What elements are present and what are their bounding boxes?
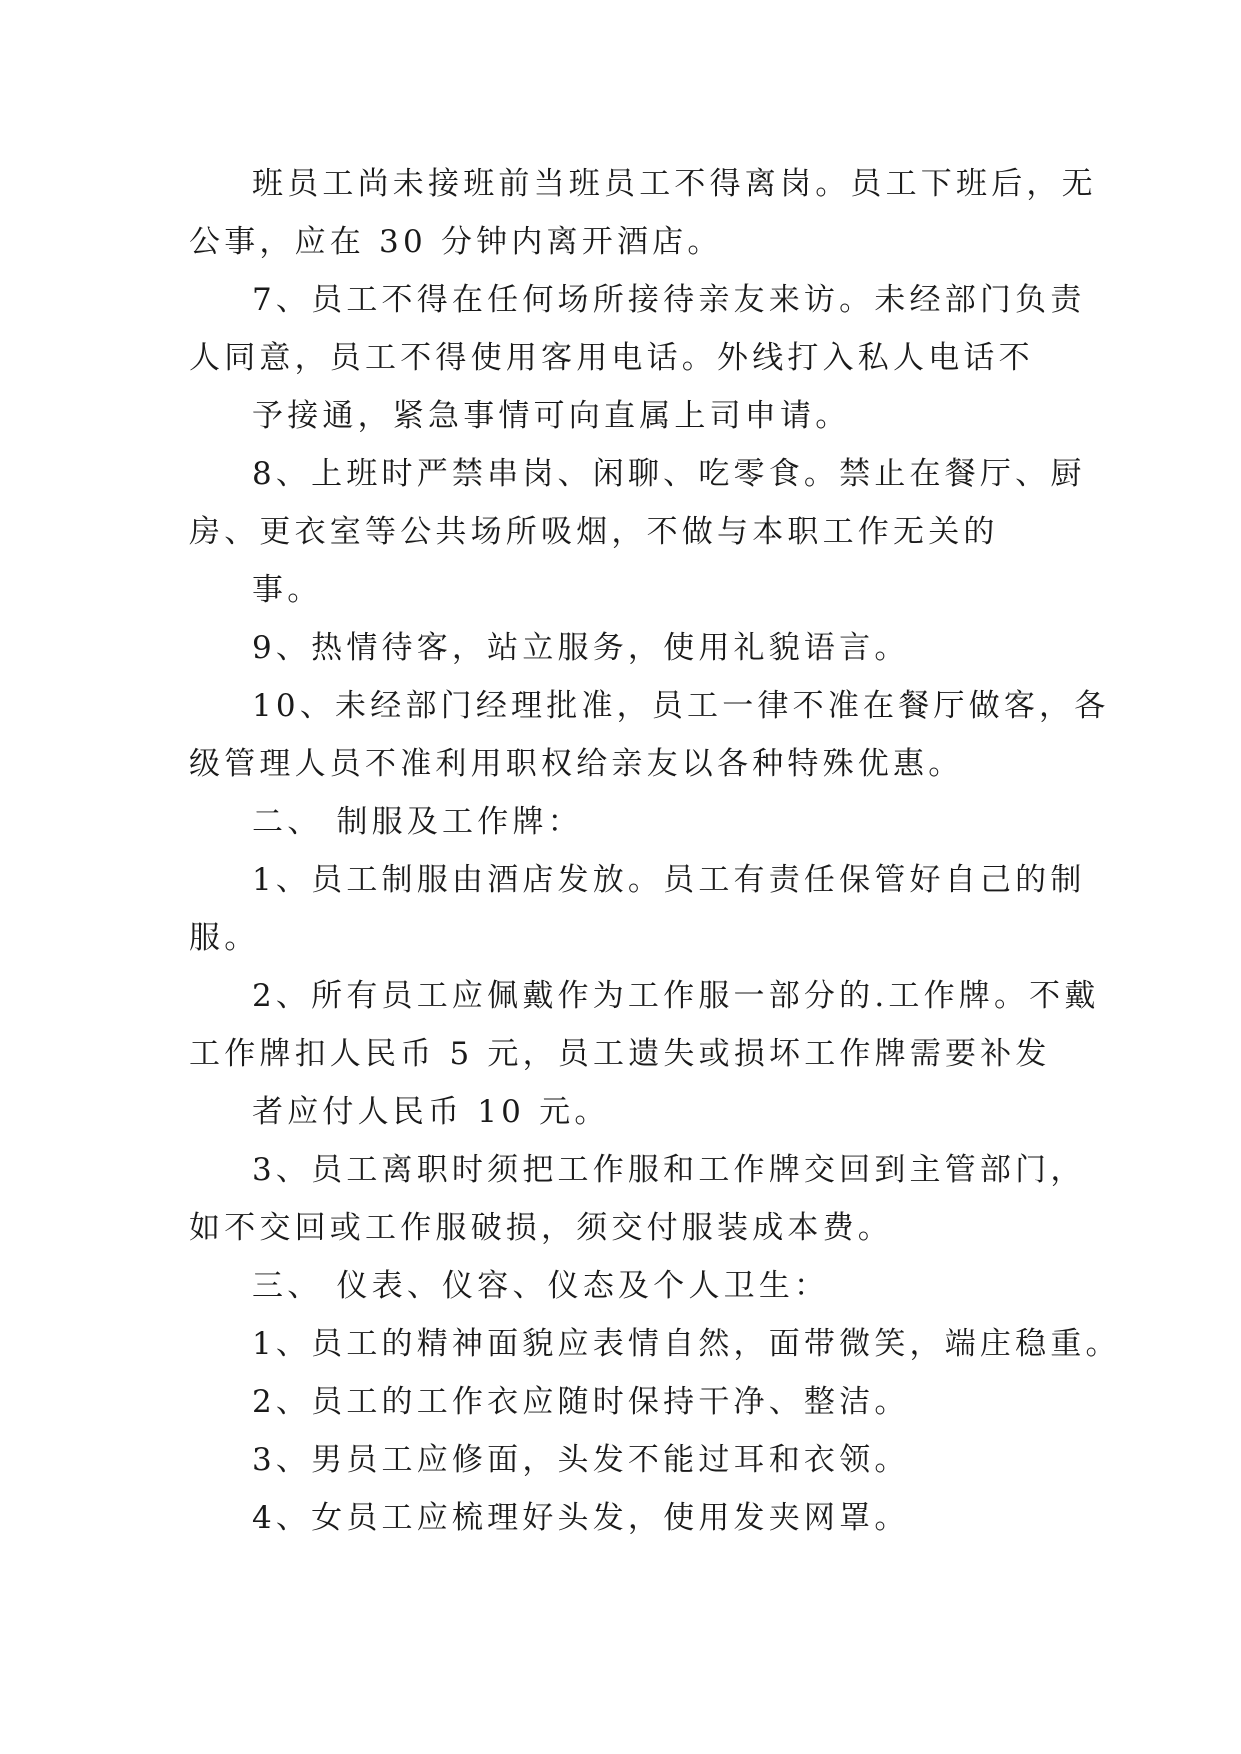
section-heading: 二、 制服及工作牌： xyxy=(252,804,583,840)
text-line: 级管理人员不准利用职权给亲友以各种特殊优惠。 xyxy=(189,746,964,782)
text-line: 房、更衣室等公共场所吸烟，不做与本职工作无关的 xyxy=(189,514,999,550)
text-line: 7、员工不得在任何场所接待亲友来访。未经部门负责 xyxy=(252,282,1086,318)
section-heading: 三、 仪表、仪容、仪态及个人卫生： xyxy=(252,1268,830,1304)
text-line: 2、员工的工作衣应随时保持干净、整洁。 xyxy=(252,1384,910,1420)
text-line: 人同意，员工不得使用客用电话。外线打入私人电话不 xyxy=(189,340,1034,376)
text-line: 2、所有员工应佩戴作为工作服一部分的.工作牌。不戴 xyxy=(252,978,1100,1014)
text-line: 1、员工的精神面貌应表情自然，面带微笑，端庄稳重。 xyxy=(252,1326,1121,1362)
text-line: 服。 xyxy=(189,920,260,956)
text-line: 公事，应在 30 分钟内离开酒店。 xyxy=(189,224,723,260)
text-line: 3、男员工应修面，头发不能过耳和衣领。 xyxy=(252,1442,910,1478)
text-line: 9、热情待客，站立服务，使用礼貌语言。 xyxy=(252,630,910,666)
text-line: 4、女员工应梳理好头发，使用发夹网罩。 xyxy=(252,1500,910,1536)
text-line: 1、员工制服由酒店发放。员工有责任保管好自己的制 xyxy=(252,862,1086,898)
text-line: 10、未经部门经理批准，员工一律不准在餐厅做客，各 xyxy=(252,688,1110,724)
text-line: 8、上班时严禁串岗、闲聊、吃零食。禁止在餐厅、厨 xyxy=(252,456,1086,492)
text-line: 者应付人民币 10 元。 xyxy=(252,1094,610,1130)
text-line: 予接通，紧急事情可向直属上司申请。 xyxy=(252,398,851,434)
text-line: 事。 xyxy=(252,572,323,608)
text-line: 3、员工离职时须把工作服和工作牌交回到主管部门， xyxy=(252,1152,1086,1188)
text-line: 如不交回或工作服破损，须交付服装成本费。 xyxy=(189,1210,893,1246)
text-line: 班员工尚未接班前当班员工不得离岗。员工下班后，无 xyxy=(252,166,1097,202)
text-line: 工作牌扣人民币 5 元，员工遗失或损坏工作牌需要补发 xyxy=(189,1036,1051,1072)
